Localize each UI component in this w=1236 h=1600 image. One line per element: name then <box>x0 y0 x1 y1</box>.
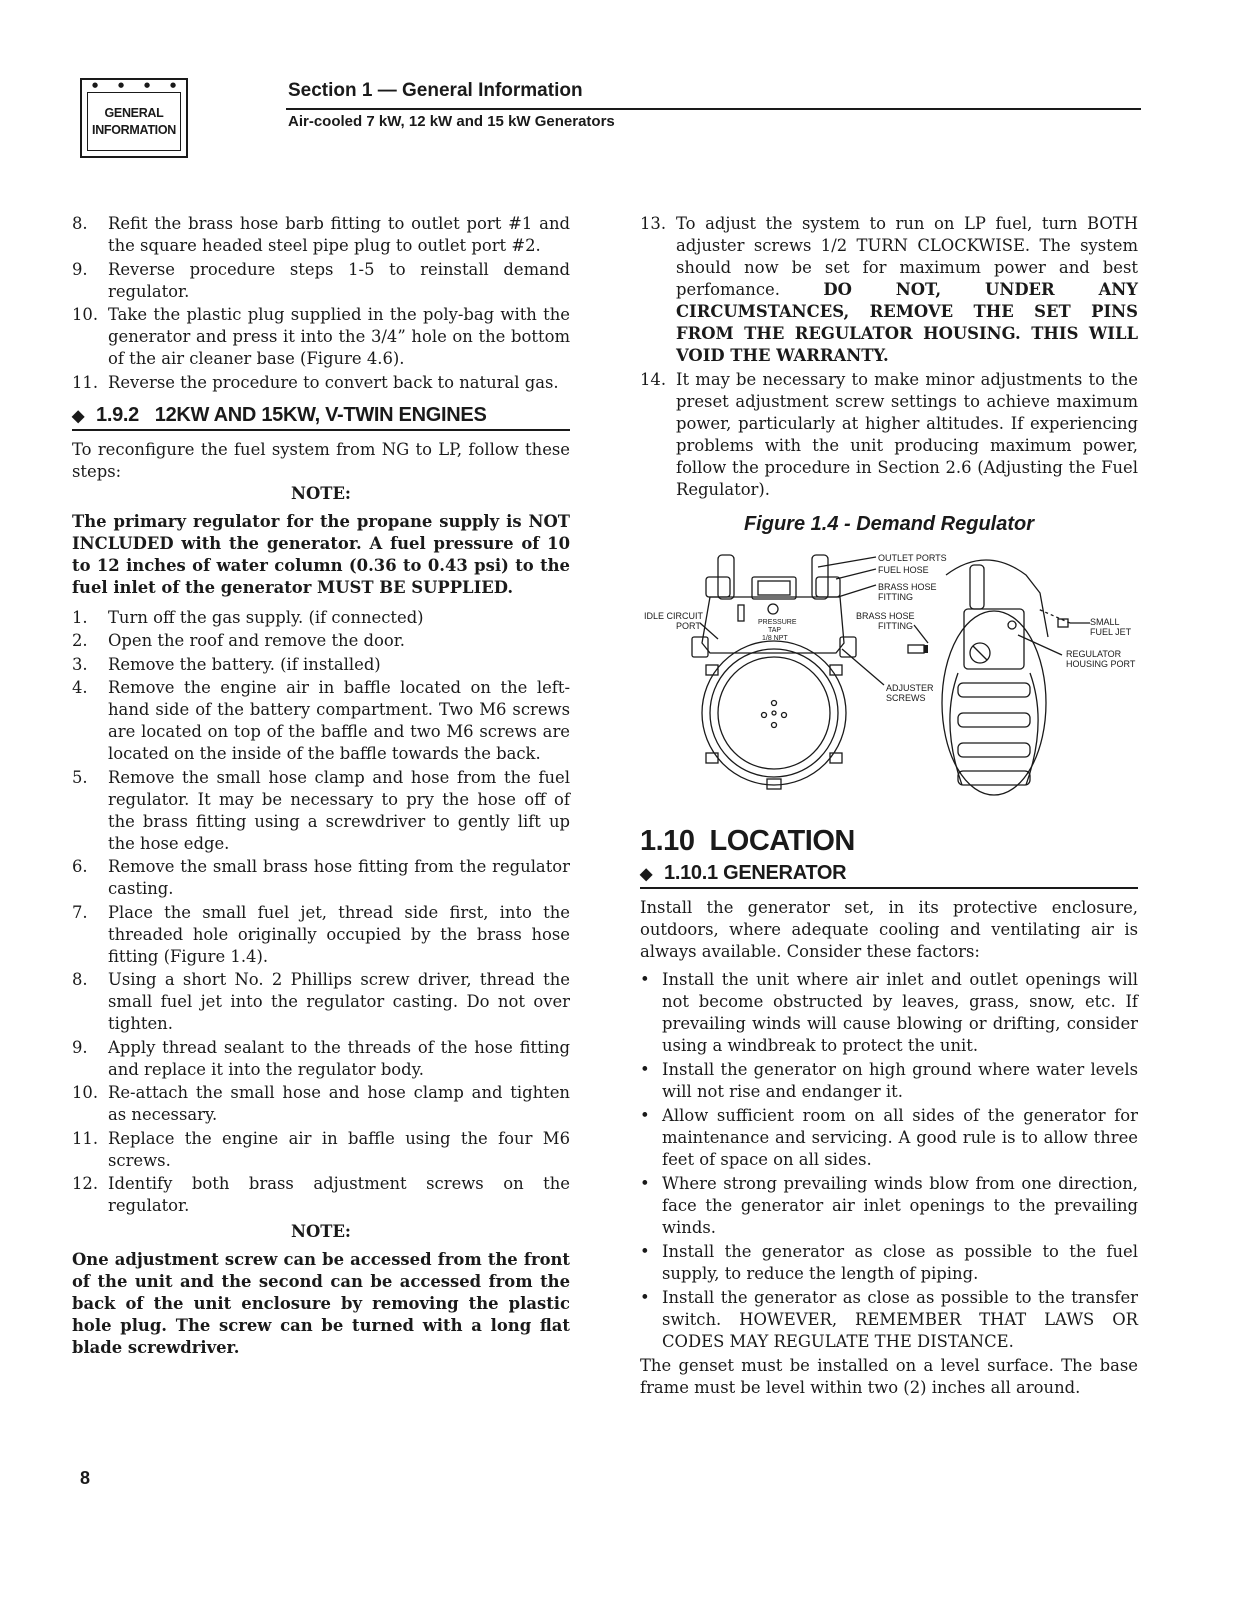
item-13-text: To adjust the system to run on LP fuel, turn BOTH adjuster screws 1/2 TURN CLOCKWISE. The system should now be set for maximum power and best perfomance. <box>676 214 1138 299</box>
header-rule <box>286 108 1141 110</box>
item-number: 7. <box>72 902 88 922</box>
item-text: Remove the small hose clamp and hose from the fuel regulator. It may be necessary to pry the hose off of the brass fitting using a screwdriver to gently lift up the hose edge. <box>108 767 570 853</box>
diaphragm-housing <box>702 641 846 785</box>
item-number: 4. <box>72 678 88 697</box>
side-housing <box>942 611 1046 795</box>
item-text: Apply thread sealant to the threads of the hose fitting and replace it into the regulator body. <box>108 1037 570 1079</box>
item-number: 5. <box>72 767 88 787</box>
list-item <box>72 630 570 652</box>
label-pressure-tap: PRESSURE <box>758 618 797 626</box>
list-item <box>640 1241 1138 1285</box>
label-regulator-housing-port-2: HOUSING PORT <box>1066 658 1136 669</box>
item-text: Refit the brass hose barb fitting to outlet port #1 and the square headed steel pipe plug to outlet port #2. <box>108 214 570 255</box>
subsection-heading-text: 1.10.1 GENERATOR <box>664 861 847 884</box>
steps-list-a <box>72 213 570 394</box>
label-adjuster-screws: ADJUSTER <box>886 682 934 693</box>
list-item <box>72 607 570 629</box>
label-brass-hose-fitting-mid: BRASS HOSE <box>856 610 915 621</box>
label-brass-hose-fitting-top: BRASS HOSE <box>878 581 937 592</box>
list-item <box>640 213 1138 367</box>
section-title: Section 1 — General Information <box>288 80 583 101</box>
item-text: It may be necessary to make minor adjustments to the preset adjustment screw settings to achieve maximum power, particularly at higher altitudes. If experiencing problems with the unit producing maximum power, follow the procedure in Section 2.6 (Adjusting the Fuel Regulator). <box>676 369 1138 499</box>
list-item <box>640 1105 1138 1171</box>
steps-list-b <box>72 607 570 1218</box>
item-text: Remove the small brass hose fitting from the regulator casting. <box>108 857 570 898</box>
item-text: Install the generator as close as possible to the fuel supply, to reduce the length of piping. <box>662 1241 1138 1283</box>
item-number: 9. <box>72 259 88 279</box>
subsection-heading-1-10-1 <box>640 862 1138 889</box>
list-item <box>72 902 570 968</box>
list-item <box>72 372 570 394</box>
list-item <box>72 856 570 900</box>
badge-label <box>87 92 181 151</box>
label-pressure-tap-2: TAP <box>768 626 782 634</box>
document-subtitle: Air-cooled 7 kW, 12 kW and 15 kW Generators <box>288 113 615 130</box>
intro-paragraph: Install the generator set, in its protective enclosure, outdoors, where adequate cooling and ventilating air is always available. Consider these factors: <box>640 897 1138 961</box>
bullet-list <box>640 969 1138 1353</box>
list-item <box>640 1173 1138 1239</box>
list-item <box>72 259 570 303</box>
item-number: 11. <box>72 372 99 392</box>
list-item <box>640 969 1138 1057</box>
page-number: 8 <box>80 1468 91 1488</box>
label-adjuster-screws-2: SCREWS <box>886 692 926 703</box>
section-heading-location: 1.10 LOCATION <box>640 824 855 857</box>
list-item <box>72 1082 570 1126</box>
diamond-icon: ◆ <box>640 865 653 883</box>
left-column <box>72 213 570 1367</box>
item-text: Reverse procedure steps 1-5 to reinstall demand regulator. <box>108 259 570 301</box>
item-number: 1. <box>72 607 88 627</box>
list-item <box>72 654 570 676</box>
item-number: 13. <box>640 214 667 233</box>
item-text: Install the generator on high ground where water levels will not rise and endanger it. <box>662 1059 1138 1101</box>
label-regulator-housing-port: REGULATOR <box>1066 648 1122 659</box>
item-text: Remove the battery. (if installed) <box>108 654 381 674</box>
intro-paragraph: To reconfigure the fuel system from NG to LP, follow these steps: <box>72 439 570 481</box>
item-text: Where strong prevailing winds blow from one direction, face the generator air inlet openings to the prevailing winds. <box>662 1173 1138 1237</box>
item-text: Take the plastic plug supplied in the poly-bag with the generator and press it into the 3/4” hole on the bottom of the air cleaner base (Figure 4.6). <box>108 305 570 368</box>
item-text: Open the roof and remove the door. <box>108 631 405 650</box>
list-item <box>72 1037 570 1081</box>
item-text: Re-attach the small hose and hose clamp and tighten as necessary. <box>108 1083 570 1124</box>
label-outlet-ports: OUTLET PORTS <box>878 552 947 563</box>
brass-hose-fitting <box>908 645 924 653</box>
bullet-icon: • <box>640 1059 650 1079</box>
list-item <box>640 1287 1138 1353</box>
item-number: 9. <box>72 1037 88 1057</box>
item-number: 12. <box>72 1174 99 1193</box>
list-item <box>72 304 570 370</box>
label-small-fuel-jet-2: FUEL JET <box>1090 626 1132 637</box>
list-item <box>72 1128 570 1172</box>
item-text <box>676 213 1138 367</box>
label-fuel-hose: FUEL HOSE <box>878 564 929 575</box>
item-number: 11. <box>72 1128 99 1148</box>
item-text: Using a short No. 2 Phillips screw driver, thread the small fuel jet into the regulator casting. Do not over tighten. <box>108 970 570 1033</box>
note-body: The primary regulator for the propane supply is NOT INCLUDED with the generator. A fuel pressure of 10 to 12 inches of water column (0.36 to 0.43 psi) to the fuel inlet of the generator MUST BE SUPPLIED. <box>72 511 570 597</box>
list-item <box>640 369 1138 501</box>
item-text: Identify both brass adjustment screws on the regulator. <box>108 1174 570 1215</box>
list-item <box>72 213 570 257</box>
warranty-warning: DO NOT, UNDER ANY CIRCUMSTANCES, REMOVE THE SET PINS FROM THE REGULATOR HOUSING. THIS WILL VOID THE WARRANTY. <box>676 280 1138 365</box>
bullet-icon: • <box>640 1173 650 1193</box>
figure-caption: Figure 1.4 - Demand Regulator <box>743 512 1035 535</box>
right-column <box>640 213 1138 1399</box>
closing-paragraph: The genset must be installed on a level surface. The base frame must be level within two (2) inches all around. <box>640 1355 1138 1397</box>
label-small-fuel-jet: SMALL <box>1090 616 1120 627</box>
section-badge <box>80 78 188 158</box>
label-brass-hose-fitting-top-2: FITTING <box>878 591 913 602</box>
note-heading: NOTE: <box>290 1222 351 1241</box>
badge-rivets: ● ● ● ● <box>91 81 177 89</box>
item-text: Allow sufficient room on all sides of the generator for maintenance and servicing. A good rule is to allow three feet of space on all sides. <box>662 1105 1138 1169</box>
list-item <box>72 767 570 855</box>
label-brass-hose-fitting-mid-2: FITTING <box>878 620 913 631</box>
bullet-icon: • <box>640 1241 650 1261</box>
item-number: 14. <box>640 369 667 389</box>
item-number: 3. <box>72 654 88 674</box>
note-heading: NOTE: <box>290 483 351 503</box>
item-number: 10. <box>72 305 99 324</box>
label-idle-circuit-port-2: PORT <box>676 620 701 631</box>
list-item <box>72 1173 570 1217</box>
side-fitting <box>970 565 984 609</box>
item-text: Install the unit where air inlet and outlet openings will not become obstructed by leaves, grass, snow, etc. If prevailing winds will cause blowing or drifting, consider using a windbreak to protect the unit. <box>662 969 1138 1055</box>
badge-line-1: GENERAL <box>104 105 164 120</box>
demand-regulator-figure <box>640 553 1138 798</box>
item-number: 6. <box>72 857 88 876</box>
diamond-icon: ◆ <box>72 407 85 425</box>
item-number: 2. <box>72 631 88 650</box>
item-text: Reverse the procedure to convert back to natural gas. <box>108 372 559 392</box>
subsection-heading-text: 1.9.2 12KW AND 15KW, V-TWIN ENGINES <box>96 403 487 426</box>
note-body: One adjustment screw can be accessed from the front of the unit and the second can be accessed from the back of the unit enclosure by removing the plastic hole plug. The screw can be turned with a long flat blade screwdriver. <box>72 1250 570 1357</box>
subsection-heading-1-9-2 <box>72 404 570 431</box>
item-text: Remove the engine air in baffle located on the left-hand side of the battery compartment. Two M6 screws are located on top of the baffle and two M6 screws are located on the inside of the baffle towards the back. <box>108 678 570 763</box>
item-number: 10. <box>72 1083 99 1102</box>
item-text: Place the small fuel jet, thread side first, into the threaded hole originally occupied by the brass hose fitting (Figure 1.4). <box>108 902 570 966</box>
list-item <box>640 1059 1138 1103</box>
label-idle-circuit-port: IDLE CIRCUIT <box>644 610 704 621</box>
item-number: 8. <box>72 970 88 989</box>
label-pressure-tap-3: 1/8 NPT <box>762 634 788 642</box>
item-text: Install the generator as close as possible to the transfer switch. HOWEVER, REMEMBER THAT LAWS OR CODES MAY REGULATE THE DISTANCE. <box>662 1287 1138 1351</box>
item-text: Replace the engine air in baffle using the four M6 screws. <box>108 1128 570 1170</box>
item-text: Turn off the gas supply. (if connected) <box>108 607 424 627</box>
fuel-hose-loop <box>946 560 1048 637</box>
item-number: 8. <box>72 214 88 233</box>
bullet-icon: • <box>640 969 650 989</box>
list-item <box>72 969 570 1035</box>
bullet-icon: • <box>640 1287 650 1307</box>
badge-line-2: INFORMATION <box>92 122 176 137</box>
bullet-icon: • <box>640 1105 650 1125</box>
list-item <box>72 677 570 765</box>
